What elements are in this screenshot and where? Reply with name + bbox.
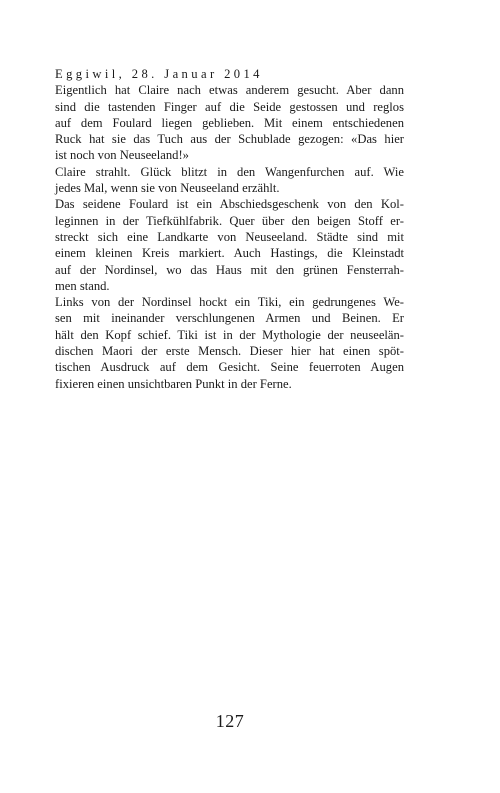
text-line: sen mit ineinander verschlungenen Armen und Beinen. Er [55, 311, 404, 326]
text-line: Das seidene Foulard ist ein Abschiedsgeschenk von den Kol- [55, 197, 404, 212]
text-line: men stand. [55, 278, 110, 293]
text-line: hält den Kopf schief. Tiki ist in der Mythologie der neuseelän- [55, 327, 404, 342]
text-line: streckt sich eine Landkarte von Neuseeland. Städte sind mit [55, 229, 404, 244]
text-line: auf der Nordinsel, wo das Haus mit den grünen Fensterrah- [55, 262, 404, 277]
text-line: sind die tastenden Finger auf die Seide gestossen und reglos [55, 99, 404, 114]
text-line: ist noch von Neuseeland!» [55, 148, 189, 163]
paragraph-3 [55, 196, 404, 294]
paragraph-2 [55, 164, 404, 197]
text-line: dischen Maori der erste Mensch. Dieser hier hat einen spöt- [55, 344, 404, 359]
text-line: fixieren einen unsichtbaren Punkt in der Ferne. [55, 376, 292, 391]
text-line: einem kleinen Kreis markiert. Auch Hastings, die Kleinstadt [55, 246, 404, 261]
text-line: jedes Mal, wenn sie von Neuseeland erzählt. [55, 181, 280, 196]
paragraph-4 [55, 294, 404, 392]
text-line: Ruck hat sie das Tuch aus der Schublade gezogen: «Das hier [55, 132, 404, 147]
text-line: tischen Ausdruck auf dem Gesicht. Seine feuerroten Augen [55, 360, 404, 375]
body-text [55, 66, 404, 392]
paragraph-1 [55, 82, 404, 163]
text-line: leginnen in der Tiefkühlfabrik. Quer über den beigen Stoff er- [55, 213, 404, 228]
text-line: Links von der Nordinsel hockt ein Tiki, ein gedrungenes We- [55, 295, 404, 310]
text-line: Claire strahlt. Glück blitzt in den Wangenfurchen auf. Wie [55, 164, 404, 179]
text-line: auf dem Foulard liegen geblieben. Mit einem entschiedenen [55, 115, 404, 130]
text-line: Eigentlich hat Claire nach etwas anderem gesucht. Aber dann [55, 83, 404, 98]
place-date-heading: Eggiwil, 28. Januar 2014 [55, 67, 263, 81]
page-number: 127 [215, 711, 245, 731]
